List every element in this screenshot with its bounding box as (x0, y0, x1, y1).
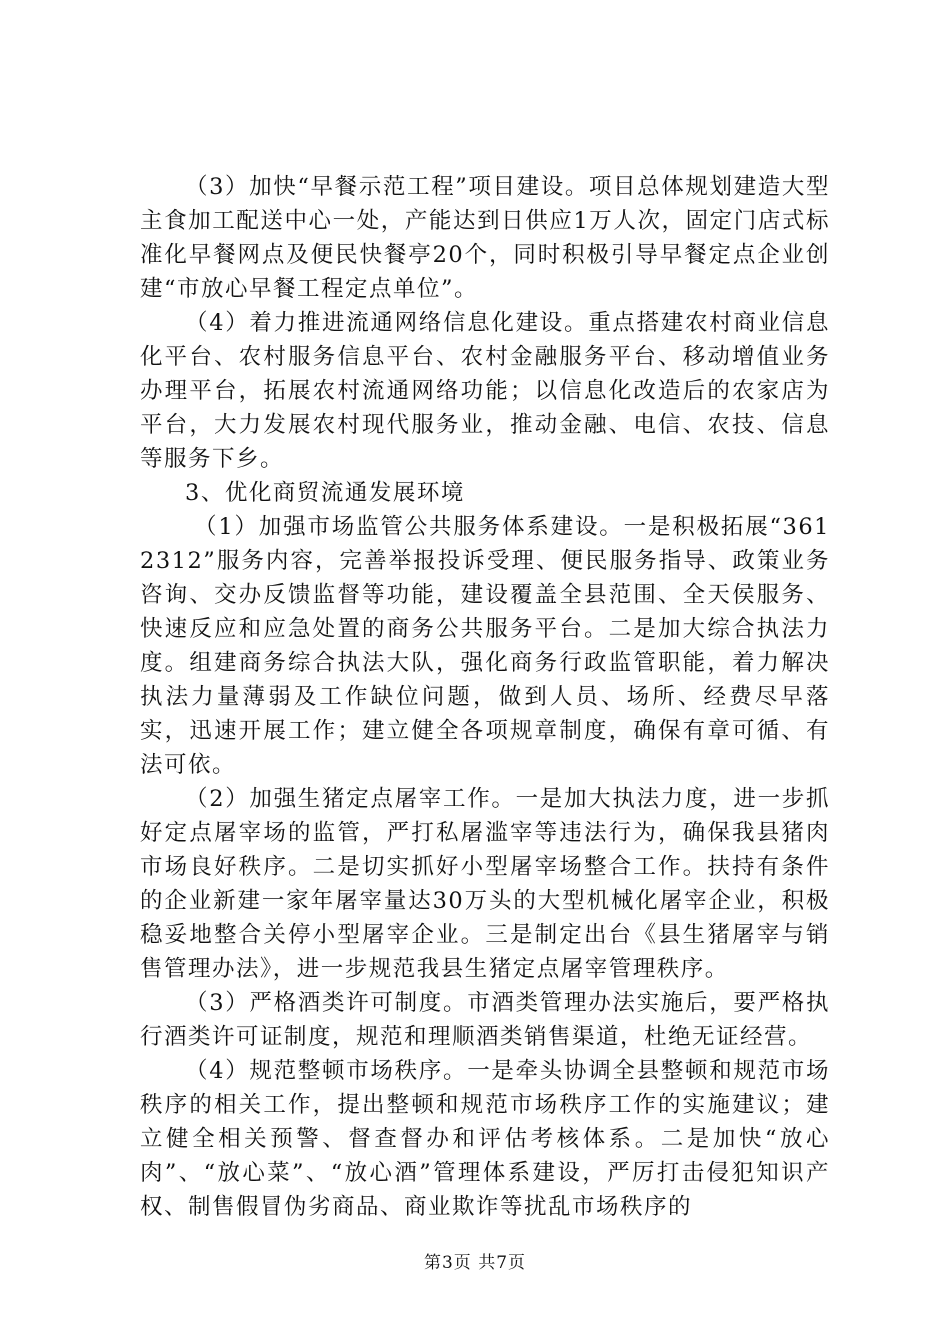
paragraph-pig-slaughter: （2）加强生猪定点屠宰工作。一是加大执法力度，进一步抓好定点屠宰场的监管，严打私屠滥宰等违法行为，确保我县猪肉市场良好秩序。二是切实抓好小型屠宰场整合工作。扶持有条件的企业新建一家年屠宰量达30万头的大型机械化屠宰企业，积极稳妥地整合关停小型屠宰企业。三是制定出台《县生猪屠宰与销售管理办法》，进一步规范我县生猪定点屠宰管理秩序。 (140, 786, 830, 982)
section-heading: 3、优化商贸流通发展环境 (185, 480, 465, 506)
paragraph-liquor-permit: （3）严格酒类许可制度。市酒类管理办法实施后，要严格执行酒类许可证制度，规范和理顺酒类销售渠道，杜绝无证经营。 (140, 990, 830, 1050)
document-body (140, 170, 830, 1224)
paragraph-breakfast-project: （3）加快“早餐示范工程”项目建设。项目总体规划建造大型主食加工配送中心一处，产能达到日供应1万人次，固定门店式标准化早餐网点及便民快餐亭20个，同时积极引导早餐定点企业创建“市放心早餐工程定点单位”。 (140, 174, 830, 302)
page-number-footer: 第3页 共7页 (423, 1253, 527, 1273)
paragraph-market-supervision: （1）加强市场监管公共服务体系建设。一是积极拓展“3612312”服务内容，完善举报投诉受理、便民服务指导、政策业务咨询、交办反馈监督等功能，建设覆盖全县范围、全天侯服务、快速反应和应急处置的商务公共服务平台。二是加大综合执法力度。组建商务综合执法大队，强化商务行政监管职能，着力解决执法力量薄弱及工作缺位问题，做到人员、场所、经费尽早落实，迅速开展工作；建立健全各项规章制度，确保有章可循、有法可依。 (140, 514, 830, 778)
paragraph-market-order: （4）规范整顿市场秩序。一是牵头协调全县整顿和规范市场秩序的相关工作，提出整顿和规范市场秩序工作的实施建议；建立健全相关预警、督查督办和评估考核体系。二是加快“放心肉”、“放心菜”、“放心酒”管理体系建设，严厉打击侵犯知识产权、制售假冒伪劣商品、商业欺诈等扰乱市场秩序的 (140, 1058, 830, 1220)
paragraph-network-informatization: （4）着力推进流通网络信息化建设。重点搭建农村商业信息化平台、农村服务信息平台、农村金融服务平台、移动增值业务办理平台，拓展农村流通网络功能；以信息化改造后的农家店为平台，大力发展农村现代服务业，推动金融、电信、农技、信息等服务下乡。 (140, 310, 830, 472)
